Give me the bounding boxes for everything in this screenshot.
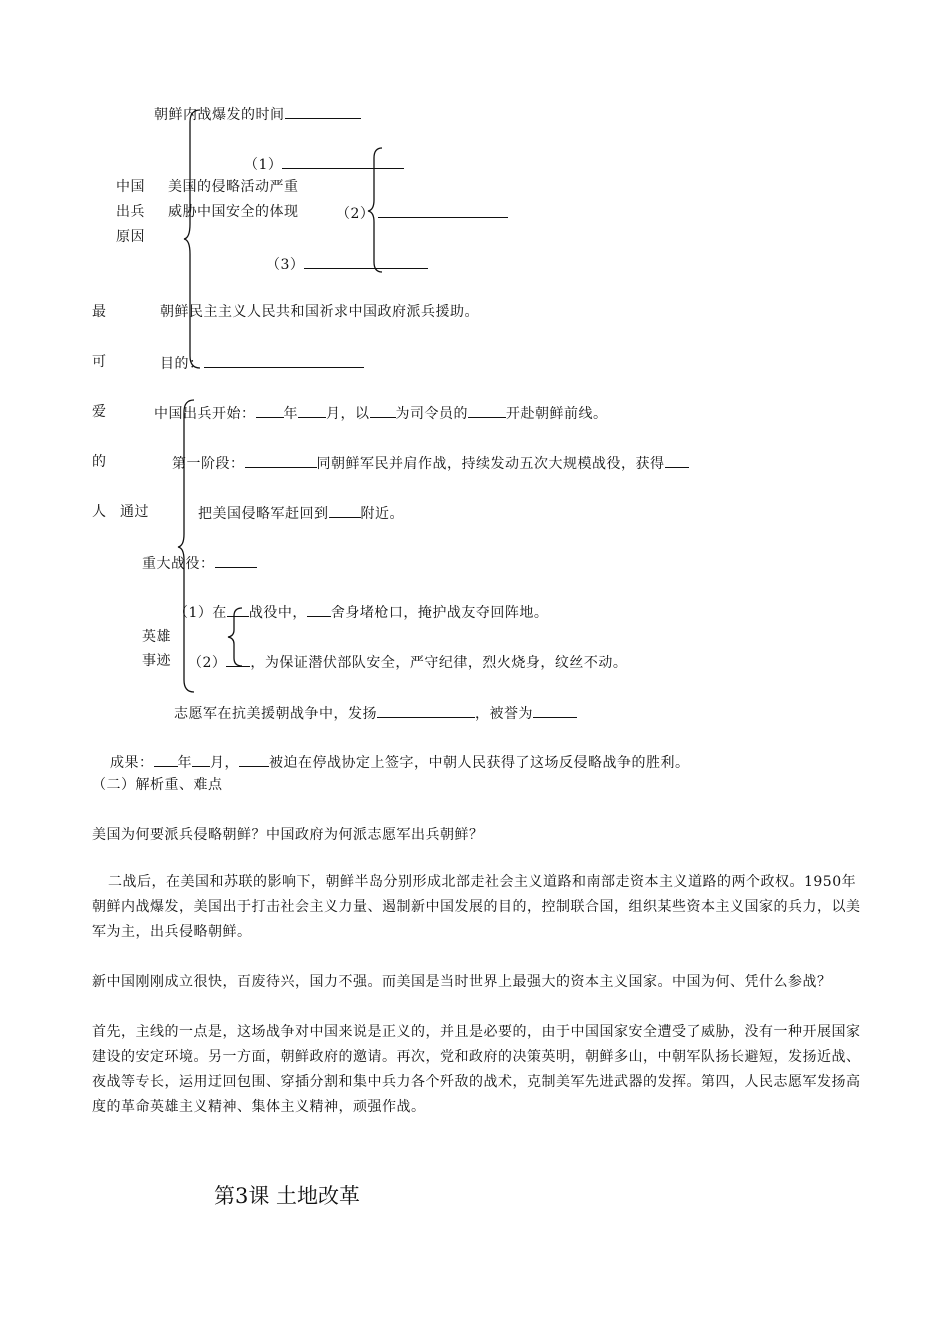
major-battles-line: 重大战役： xyxy=(142,553,257,573)
purpose-line: 目的： xyxy=(160,353,364,373)
paragraph-question: 新中国刚刚成立很快，百废待兴，国力不强。而美国是当时世界上最强大的资本主义国家。中国为何、凭什么参战？ xyxy=(92,974,832,990)
dprk-request-text: 朝鲜民主主义人民共和国祈求中国政府派兵援助。 xyxy=(160,304,479,320)
label-reason: 原因 xyxy=(116,229,145,245)
threat-item-2: （2） xyxy=(336,203,508,223)
side-char-4: 的 xyxy=(92,454,107,470)
paragraph-reasons: 首先，主线的一点是，这场战争对中国来说是正义的，并且是必要的，由于中国国家安全遭受了威胁，没有一种开展国家建设的安定环境。另一方面，朝鲜政府的邀请。再次，党和政府的决策英明，朝鲜多山，中朝军队扬长避短，发扬近战、夜战等专长，运用迂回包围、穿插分割和集中兵力各个歼敌的战术，克制美军先进武器的发挥。第四，人民志愿军发扬高度的革命英雄主义精神、集体主义精神，顽强作战。 xyxy=(92,1024,861,1115)
spirit-line: 志愿军在抗美援朝战争中，发扬 ，被誉为 xyxy=(174,703,577,723)
outbreak-time-line: 朝鲜内战爆发的时间 xyxy=(154,104,361,124)
outer-brace-cause xyxy=(184,108,204,370)
hero-deed-1: （1）在 战役中， 舍身堵枪口，掩护战友夺回阵地。 xyxy=(174,602,548,622)
label-china: 中国 xyxy=(116,179,145,195)
section-heading: （二）解析重、难点 xyxy=(92,777,223,793)
us-aggression-text: 美国的侵略活动严重 xyxy=(168,179,299,195)
threat-item-3: （3） xyxy=(266,254,428,274)
label-deeds: 事迹 xyxy=(142,653,171,669)
threat-item-1: （1） xyxy=(244,154,404,174)
result-line: 成果： 年 月， 被迫在停战协定上签字，中朝人民获得了这场反侵略战争的胜利。 xyxy=(110,752,690,772)
label-heroes: 英雄 xyxy=(142,629,171,645)
label-through: 通过 xyxy=(120,504,149,520)
side-char-1: 最 xyxy=(92,304,107,320)
outer-brace-process xyxy=(178,398,198,694)
push-back-line: 把美国侵略军赶回到 附近。 xyxy=(198,503,404,523)
hero-deed-2: （2） ，为保证潜伏部队安全，严守纪律，烈火烧身，纹丝不动。 xyxy=(188,652,627,672)
side-char-5: 人 xyxy=(92,504,107,520)
side-char-2: 可 xyxy=(92,354,107,370)
first-stage-line: 第一阶段： 同朝鲜军民并肩作战，持续发动五次大规模战役，获得 xyxy=(172,453,689,473)
side-char-3: 爱 xyxy=(92,404,107,420)
label-send-troops: 出兵 xyxy=(116,204,145,220)
lesson-title: 第3课 土地改革 xyxy=(214,1184,361,1208)
threat-text: 威胁中国安全的体现 xyxy=(168,204,299,220)
question-line: 美国为何要派兵侵略朝鲜？中国政府为何派志愿军出兵朝鲜？ xyxy=(92,827,484,843)
troops-start-line: 中国出兵开始： 年 月，以 为司令员的 开赴朝鲜前线。 xyxy=(154,403,608,423)
paragraph-background: 二战后，在美国和苏联的影响下，朝鲜半岛分别形成北部走社会主义道路和南部走资本主义道路的两个政权。1950年朝鲜内战爆发，美国出于打击社会主义力量、遏制新中国发展的目的，控制联合国，组织某些资本主义国家的兵力，以美军为主，出兵侵略朝鲜。 xyxy=(92,874,861,940)
